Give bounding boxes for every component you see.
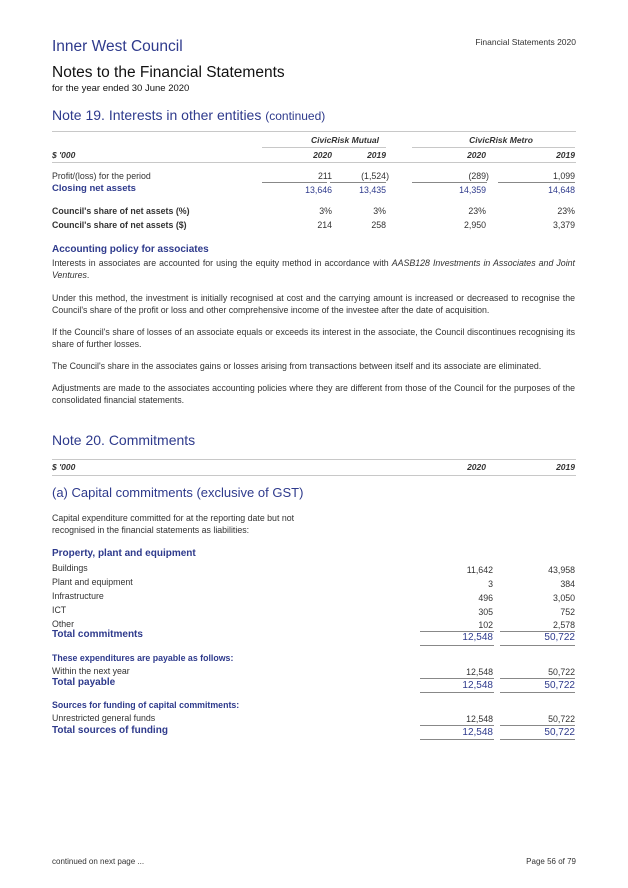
row-label: Other xyxy=(52,619,75,629)
total-rule xyxy=(500,645,575,646)
table-cell: 14,359 xyxy=(459,185,486,195)
table-cell: 214 xyxy=(317,220,332,230)
table-cell: 13,646 xyxy=(305,185,332,195)
note-19-continued: (continued) xyxy=(265,109,326,123)
policy-paragraph-3: If the Council's share of losses of an associate equals or exceeds its interest in the associate, the Council discontinues recognising its share of further losses. xyxy=(52,327,575,349)
subtotal-rule xyxy=(330,182,386,183)
table-cell: 50,722 xyxy=(544,632,575,643)
table-cell: 43,958 xyxy=(548,565,575,575)
subtotal-rule xyxy=(498,182,575,183)
unit-label: $ '000 xyxy=(52,462,76,472)
continued-note: continued on next page ... xyxy=(52,857,145,866)
ppe-heading: Property, plant and equipment xyxy=(52,548,196,559)
total-rule xyxy=(420,645,494,646)
table-cell: 11,642 xyxy=(466,565,493,575)
row-label: Within the next year xyxy=(52,666,130,676)
group-rule-mutual xyxy=(262,147,386,148)
row-label: Buildings xyxy=(52,563,88,573)
notes-title: Notes to the Financial Statements xyxy=(52,64,285,81)
subtotal-rule xyxy=(412,182,487,183)
group-header-civicrisk-metro: CivicRisk Metro xyxy=(469,135,533,145)
policy-paragraph-4: The Council's share in the associates gains or losses arising from transactions between itself and its associate are eliminated. xyxy=(52,361,542,371)
unit-label: $ '000 xyxy=(52,150,76,160)
table-cell: 14,648 xyxy=(548,185,575,195)
row-label: Infrastructure xyxy=(52,591,104,601)
row-label: Unrestricted general funds xyxy=(52,713,156,723)
policy-paragraph-5: Adjustments are made to the associates accounting policies where they are different from those of the Council for the purposes of the consolidated financial statements. xyxy=(52,383,575,405)
table-cell: 50,722 xyxy=(548,667,575,677)
sources-heading: Sources for funding of capital commitments: xyxy=(52,700,240,710)
table-cell: (1,524) xyxy=(361,171,389,181)
table-cell: 50,722 xyxy=(544,727,575,738)
table-cell: 102 xyxy=(478,620,493,630)
group-header-civicrisk-mutual: CivicRisk Mutual xyxy=(310,135,380,145)
table-cell: 3,050 xyxy=(552,593,575,603)
table-cell: 384 xyxy=(560,579,575,589)
header-bottom-rule xyxy=(52,162,576,163)
year-header: 2019 xyxy=(556,150,575,160)
row-label-share-percent: Council's share of net assets (%) xyxy=(52,206,190,216)
table-cell: 1,099 xyxy=(552,171,575,181)
row-label: ICT xyxy=(52,605,67,615)
table-cell: 3% xyxy=(373,206,386,216)
payable-heading: These expenditures are payable as follows: xyxy=(52,653,234,663)
total-commitments-label: Total commitments xyxy=(52,629,143,640)
note-19-title: Note 19. Interests in other entities xyxy=(52,107,262,123)
row-label: Plant and equipment xyxy=(52,577,133,587)
table-cell: 12,548 xyxy=(462,727,493,738)
table-cell: 23% xyxy=(557,206,575,216)
table-top-rule xyxy=(52,459,576,460)
policy-paragraph-1: Interests in associates are accounted for using the equity method in accordance with AASB128 Investments in Associates and Joint Ventures. xyxy=(52,258,575,280)
total-rule xyxy=(500,739,575,740)
table-cell: 3% xyxy=(319,206,332,216)
total-sources-label: Total sources of funding xyxy=(52,725,168,736)
note-20-heading: Note 20. Commitments xyxy=(52,432,196,448)
document-label: Financial Statements 2020 xyxy=(475,37,576,47)
policy-heading: Accounting policy for associates xyxy=(52,244,209,255)
total-rule xyxy=(500,692,575,693)
council-name: Inner West Council xyxy=(52,38,183,55)
subtotal-rule xyxy=(500,678,575,679)
policy-paragraph-2: Under this method, the investment is initially recognised at cost and the carrying amount is increased or decreased to recognise the Council's share of the profit or loss and other comprehensive income of the investee after the date of acquisition. xyxy=(52,293,575,315)
table-cell: (289) xyxy=(468,171,489,181)
table-cell: 3,379 xyxy=(552,220,575,230)
table-cell: 50,722 xyxy=(548,714,575,724)
subsection-capital-commitments: (a) Capital commitments (exclusive of GST) xyxy=(52,485,304,500)
table-cell: 50,722 xyxy=(544,680,575,691)
year-header: 2020 xyxy=(467,462,486,472)
table-cell: 13,435 xyxy=(359,185,386,195)
year-header: 2019 xyxy=(367,150,386,160)
year-header: 2020 xyxy=(313,150,332,160)
table-top-rule xyxy=(52,131,576,132)
table-cell: 12,548 xyxy=(462,632,493,643)
table-cell: 23% xyxy=(468,206,486,216)
commitments-intro: Capital expenditure committed for at the reporting date but not recognised in the financial statements as liabilities: xyxy=(52,513,295,535)
table-cell: 258 xyxy=(371,220,386,230)
table-cell: 12,548 xyxy=(466,714,493,724)
table-cell: 211 xyxy=(317,171,332,181)
total-rule xyxy=(420,739,494,740)
year-header: 2019 xyxy=(556,462,575,472)
total-rule xyxy=(420,692,494,693)
header-bottom-rule xyxy=(52,475,576,476)
table-cell: 496 xyxy=(478,593,493,603)
group-rule-metro xyxy=(412,147,575,148)
subtotal-rule xyxy=(262,182,327,183)
table-cell: 12,548 xyxy=(466,667,493,677)
subtotal-rule xyxy=(420,725,494,726)
total-payable-label: Total payable xyxy=(52,677,116,688)
table-cell: 12,548 xyxy=(462,680,493,691)
row-label-closing-net-assets: Closing net assets xyxy=(52,183,136,194)
row-label-share-dollars: Council's share of net assets ($) xyxy=(52,220,187,230)
table-cell: 305 xyxy=(478,607,493,617)
note-19-heading xyxy=(52,107,325,123)
year-header: 2020 xyxy=(467,150,486,160)
period-subtitle: for the year ended 30 June 2020 xyxy=(52,83,190,94)
row-label-profit-loss: Profit/(loss) for the period xyxy=(52,171,151,181)
table-cell: 2,578 xyxy=(552,620,575,630)
subtotal-rule xyxy=(500,725,575,726)
table-cell: 3 xyxy=(488,579,493,589)
subtotal-rule xyxy=(420,678,494,679)
table-cell: 752 xyxy=(560,607,575,617)
page-number: Page 56 of 79 xyxy=(526,857,576,866)
table-cell: 2,950 xyxy=(463,220,486,230)
